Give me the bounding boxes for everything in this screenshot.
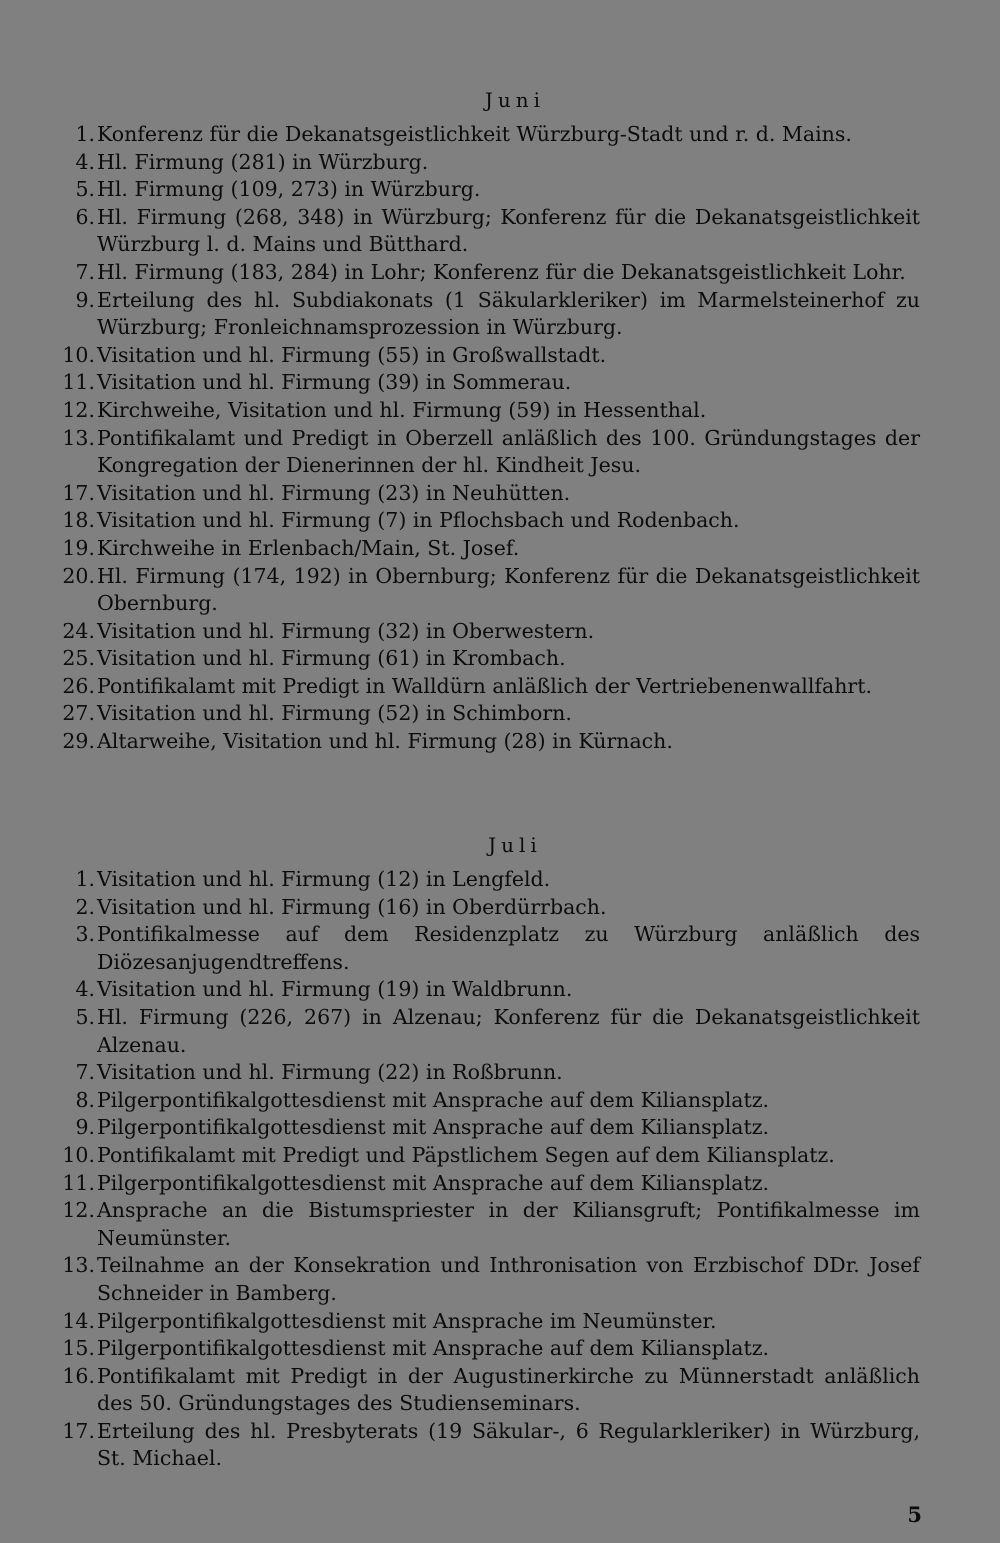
list-item bbox=[60, 259, 920, 287]
list-item bbox=[60, 397, 920, 425]
entry-text: Hl. Firmung (183, 284) in Lohr; Konferenz für die Dekanatsgeistlichkeit Lohr. bbox=[97, 259, 906, 284]
list-item bbox=[60, 618, 920, 646]
entry-text: Hl. Firmung (109, 273) in Würzburg. bbox=[97, 177, 481, 202]
list-item bbox=[60, 1114, 920, 1142]
entry-day: 13. bbox=[62, 425, 95, 450]
list-item bbox=[60, 480, 920, 508]
entry-day: 17. bbox=[62, 1418, 95, 1443]
entry-text: Pilgerpontifikalgottesdienst mit Ansprache auf dem Kiliansplatz. bbox=[97, 1115, 770, 1140]
entry-day: 8. bbox=[75, 1087, 95, 1112]
entry-day: 11. bbox=[62, 1170, 95, 1195]
entry-text: Pilgerpontifikalgottesdienst mit Ansprache auf dem Kiliansplatz. bbox=[97, 1336, 770, 1361]
entry-day: 25. bbox=[62, 646, 95, 671]
list-item bbox=[60, 921, 920, 976]
list-item bbox=[60, 1335, 920, 1363]
entry-day: 11. bbox=[62, 370, 95, 395]
entry-day: 19. bbox=[62, 535, 95, 560]
entry-text: Altarweihe, Visitation und hl. Firmung (28) in Kürnach. bbox=[97, 729, 673, 754]
list-item bbox=[60, 728, 920, 756]
entry-day: 2. bbox=[75, 894, 95, 919]
entry-text: Visitation und hl. Firmung (12) in Lengfeld. bbox=[97, 867, 551, 891]
entry-text: Pontifikalamt mit Predigt in der Augustinerkirche zu Münnerstadt anläßlich des 50. Gründungstages des Studienseminars. bbox=[97, 1363, 920, 1416]
entry-day: 1. bbox=[75, 867, 95, 891]
entry-day: 26. bbox=[62, 673, 95, 698]
entry-text: Pontifikalamt und Predigt in Oberzell anläßlich des 100. Gründungstages der Kongregation der Dienerinnen der hl. Kindheit Jesu. bbox=[97, 425, 920, 478]
entry-text: Pontifikalmesse auf dem Residenzplatz zu Würzburg anläßlich des Diözesanjugendtreffens. bbox=[97, 922, 920, 974]
list-item bbox=[60, 1087, 920, 1115]
entry-list-juli bbox=[60, 866, 920, 1473]
entry-day: 20. bbox=[62, 563, 95, 588]
entry-day: 4. bbox=[75, 149, 95, 174]
entry-day: 9. bbox=[75, 1115, 95, 1140]
list-item bbox=[60, 563, 920, 618]
entry-day: 16. bbox=[62, 1363, 95, 1388]
entry-day: 7. bbox=[75, 1060, 95, 1085]
list-item bbox=[60, 1363, 920, 1418]
entry-text: Pontifikalamt mit Predigt und Päpstlichem Segen auf dem Kiliansplatz. bbox=[97, 1142, 835, 1167]
entry-day: 18. bbox=[62, 508, 95, 533]
list-item bbox=[60, 149, 920, 177]
entry-day: 17. bbox=[62, 480, 95, 505]
entry-text: Teilnahme an der Konsekration und Inthronisation von Erzbischof DDr. Josef Schneider in Bamberg. bbox=[97, 1253, 920, 1305]
section-heading-juni: Juni bbox=[484, 88, 546, 112]
list-item bbox=[60, 1142, 920, 1170]
list-item bbox=[60, 507, 920, 535]
entry-day: 5. bbox=[75, 177, 95, 202]
page-number: 5 bbox=[907, 1502, 922, 1527]
list-item bbox=[60, 1418, 920, 1473]
entry-text: Kirchweihe in Erlenbach/Main, St. Josef. bbox=[97, 535, 520, 560]
entry-day: 12. bbox=[62, 397, 95, 422]
entry-text: Visitation und hl. Firmung (22) in Roßbrunn. bbox=[97, 1060, 563, 1085]
entry-text: Kirchweihe, Visitation und hl. Firmung (59) in Hessenthal. bbox=[97, 397, 707, 422]
entry-text: Pilgerpontifikalgottesdienst mit Ansprache auf dem Kiliansplatz. bbox=[97, 1170, 770, 1195]
entry-day: 3. bbox=[75, 922, 95, 947]
entry-text: Visitation und hl. Firmung (23) in Neuhütten. bbox=[97, 480, 571, 505]
entry-day: 14. bbox=[62, 1308, 95, 1333]
list-item bbox=[60, 1059, 920, 1087]
list-item bbox=[60, 1004, 920, 1059]
entry-text: Pilgerpontifikalgottesdienst mit Ansprache im Neumünster. bbox=[97, 1308, 717, 1333]
list-item bbox=[60, 204, 920, 259]
entry-day: 4. bbox=[75, 977, 95, 1002]
section-heading-juli: Juli bbox=[488, 833, 542, 857]
entry-list-juni bbox=[60, 121, 920, 756]
list-item bbox=[60, 700, 920, 728]
list-item bbox=[60, 342, 920, 370]
entry-text: Visitation und hl. Firmung (39) in Sommerau. bbox=[97, 370, 572, 395]
list-item bbox=[60, 645, 920, 673]
entry-day: 9. bbox=[75, 287, 95, 312]
entry-text: Visitation und hl. Firmung (16) in Oberdürrbach. bbox=[97, 894, 607, 919]
entry-text: Hl. Firmung (268, 348) in Würzburg; Konferenz für die Dekanatsgeistlichkeit Würzburg l. d. Mains und Bütthard. bbox=[97, 204, 920, 257]
entry-day: 6. bbox=[75, 204, 95, 229]
entry-text: Hl. Firmung (281) in Würzburg. bbox=[97, 149, 429, 174]
entry-day: 7. bbox=[75, 259, 95, 284]
entry-text: Erteilung des hl. Presbyterats (19 Säkular-, 6 Regularkleriker) in Würzburg, St. Michael. bbox=[97, 1418, 920, 1471]
list-item bbox=[60, 287, 920, 342]
entry-day: 10. bbox=[62, 1142, 95, 1167]
entry-day: 1. bbox=[75, 122, 95, 146]
entry-day: 13. bbox=[62, 1253, 95, 1278]
entry-day: 5. bbox=[75, 1004, 95, 1029]
entry-text: Pontifikalamt mit Predigt in Walldürn anläßlich der Vertriebenenwallfahrt. bbox=[97, 673, 872, 698]
entry-text: Visitation und hl. Firmung (55) in Großwallstadt. bbox=[97, 342, 607, 367]
entry-day: 12. bbox=[62, 1198, 95, 1223]
list-item bbox=[60, 535, 920, 563]
list-item bbox=[60, 1252, 920, 1307]
entry-text: Hl. Firmung (226, 267) in Alzenau; Konferenz für die Dekanatsgeistlichkeit Alzenau. bbox=[97, 1004, 920, 1057]
entry-day: 10. bbox=[62, 342, 95, 367]
list-item bbox=[60, 866, 920, 894]
entry-text: Erteilung des hl. Subdiakonats (1 Säkularkleriker) im Marmelsteinerhof zu Würzburg; Fronleichnamsprozession in Würzburg. bbox=[97, 287, 920, 340]
entry-day: 27. bbox=[62, 701, 95, 726]
entry-text: Visitation und hl. Firmung (61) in Krombach. bbox=[97, 646, 566, 671]
list-item bbox=[60, 976, 920, 1004]
list-item bbox=[60, 1308, 920, 1336]
entry-text: Visitation und hl. Firmung (32) in Oberwestern. bbox=[97, 618, 595, 643]
entry-day: 29. bbox=[62, 729, 95, 754]
entry-text: Hl. Firmung (174, 192) in Obernburg; Konferenz für die Dekanatsgeistlichkeit Obernburg. bbox=[97, 563, 920, 616]
entry-text: Visitation und hl. Firmung (52) in Schimborn. bbox=[97, 701, 572, 726]
list-item bbox=[60, 121, 920, 149]
entry-day: 15. bbox=[62, 1336, 95, 1361]
entry-day: 24. bbox=[62, 618, 95, 643]
list-item bbox=[60, 425, 920, 480]
list-item bbox=[60, 1170, 920, 1198]
entry-text: Visitation und hl. Firmung (19) in Waldbrunn. bbox=[97, 977, 573, 1002]
list-item bbox=[60, 369, 920, 397]
list-item bbox=[60, 673, 920, 701]
entry-text: Ansprache an die Bistumspriester in der Kiliansgruft; Pontifikalmesse im Neumünster. bbox=[97, 1198, 920, 1250]
list-item bbox=[60, 1197, 920, 1252]
list-item bbox=[60, 894, 920, 922]
list-item bbox=[60, 176, 920, 204]
entry-text: Konferenz für die Dekanatsgeistlichkeit Würzburg-Stadt und r. d. Mains. bbox=[97, 122, 852, 146]
entry-text: Pilgerpontifikalgottesdienst mit Ansprache auf dem Kiliansplatz. bbox=[97, 1087, 770, 1112]
entry-text: Visitation und hl. Firmung (7) in Pflochsbach und Rodenbach. bbox=[97, 508, 740, 533]
